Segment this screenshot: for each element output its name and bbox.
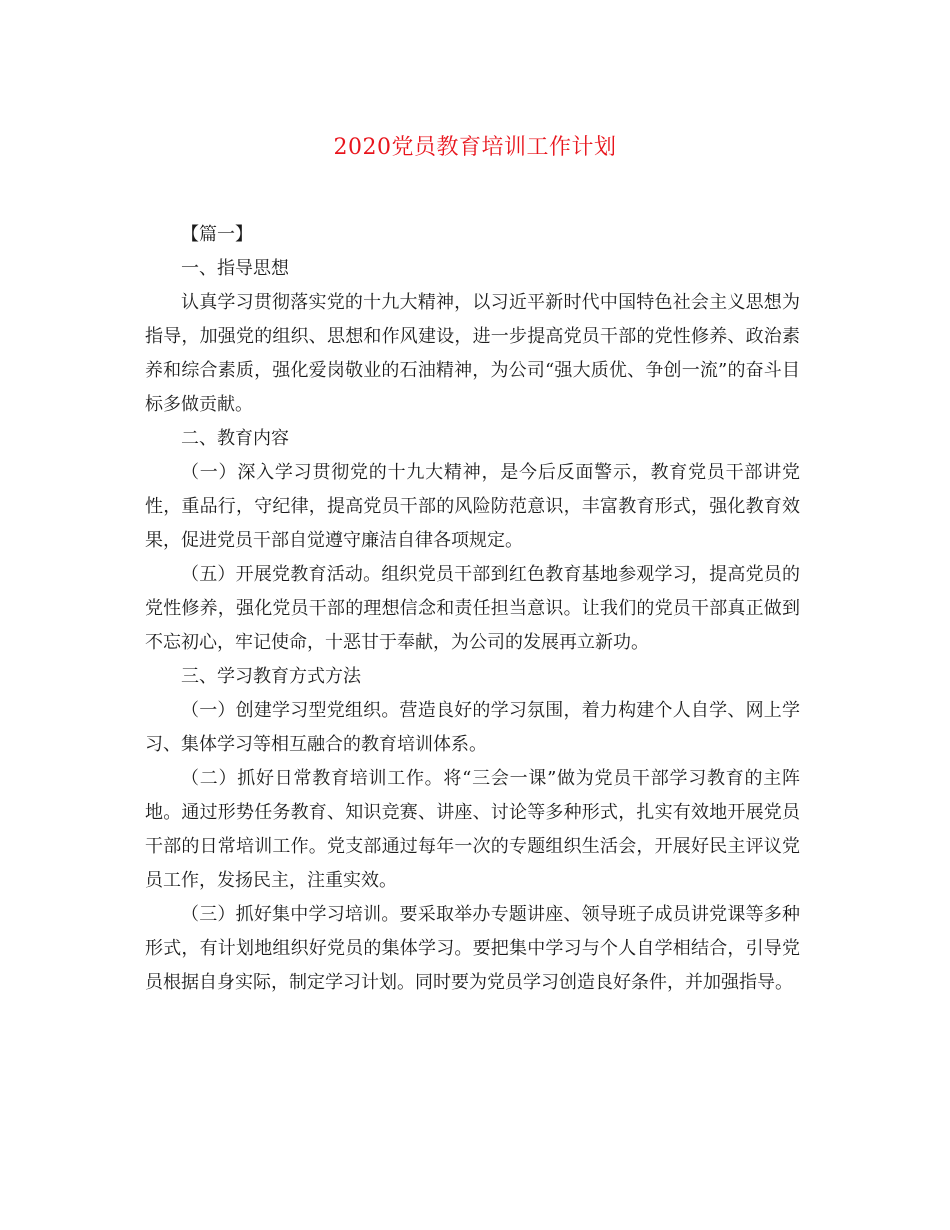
document-title: 2020党员教育培训工作计划 [333, 135, 617, 160]
paragraph-guiding-thought: 认真学习贯彻落实党的十九大精神，以习近平新时代中国特色社会主义思想为指导，加强党的组织、思想和作风建设，进一步提高党员干部的党性修养、政治素养和综合素质，强化爱岗敬业的石油精神，为公司“强大质优、争创一流”的奋斗目标多做贡献。 [145, 292, 800, 415]
paragraph-method-2: （二）抓好日常教育培训工作。将“三会一课”做为党员干部学习教育的主阵地。通过形势任务教育、知识竞赛、讲座、讨论等多种形式，扎实有效地开展党员干部的日常培训工作。党支部通过每年一次的专题组织生活会，开展好民主评议党员工作，发扬民主，注重实效。 [145, 768, 800, 891]
section-heading-2: 二、教育内容 [181, 428, 289, 449]
paragraph-method-3: （三）抓好集中学习培训。要采取举办专题讲座、领导班子成员讲党课等多种形式，有计划地组织好党员的集体学习。要把集中学习与个人自学相结合，引导党员根据自身实际，制定学习计划。同时要为党员学习创造良好条件，并加强指导。 [145, 904, 800, 993]
paragraph-content-5: （五）开展党教育活动。组织党员干部到红色教育基地参观学习，提高党员的党性修养，强化党员干部的理想信念和责任担当意识。让我们的党员干部真正做到不忘初心，牢记使命，十恶甘于奉献，为公司的发展再立新功。 [145, 564, 800, 653]
section-heading-1: 一、指导思想 [181, 258, 289, 279]
paragraph-method-1: （一）创建学习型党组织。营造良好的学习氛围，着力构建个人自学、网上学习、集体学习等相互融合的教育培训体系。 [145, 700, 800, 755]
section-heading-3: 三、学习教育方式方法 [181, 666, 361, 687]
document-body [145, 218, 800, 1000]
paragraph-content-1: （一）深入学习贯彻党的十九大精神，是今后反面警示，教育党员干部讲党性，重品行，守纪律，提高党员干部的风险防范意识，丰富教育形式，强化教育效果，促进党员干部自觉遵守廉洁自律各项规定。 [145, 462, 800, 551]
part-label: 【篇一】 [181, 224, 253, 245]
